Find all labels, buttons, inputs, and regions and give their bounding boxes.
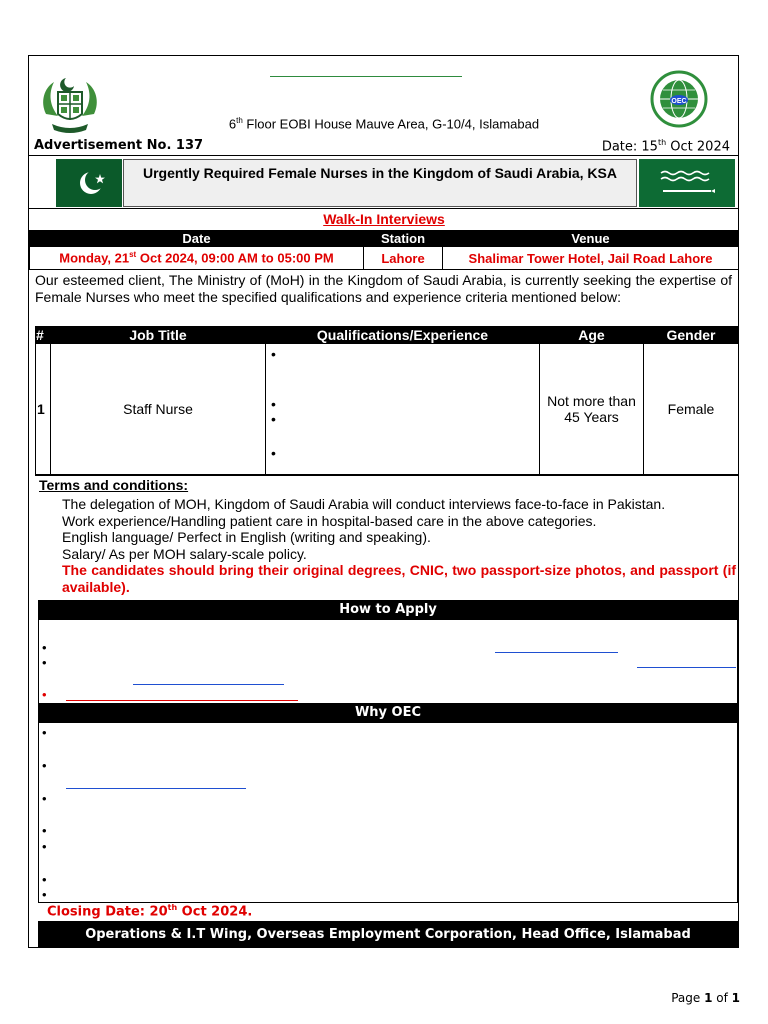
list-item: Work experience/Handling patient care in hospital-based care in the above categories.	[62, 512, 597, 529]
bullet-icon: •	[42, 758, 47, 773]
footer-bar: Operations & I.T Wing, Overseas Employment Corporation, Head Office, Islamabad	[38, 921, 738, 948]
col-venue: Venue	[443, 231, 739, 247]
bullet-icon: •	[42, 725, 47, 740]
oec-link[interactable]	[66, 788, 246, 789]
terms-title: Terms and conditions:	[39, 477, 189, 493]
col-date: Date	[30, 231, 364, 247]
apply-link[interactable]	[66, 700, 298, 701]
advertisement-date: Date: 15th Oct 2024	[601, 138, 730, 155]
row-num: 1	[36, 344, 51, 475]
terms-list	[62, 496, 736, 595]
bullet-icon: •	[42, 640, 47, 655]
list-item: English language/ Perfect in English (writing and speaking).	[62, 529, 431, 545]
how-to-apply-section	[38, 620, 738, 703]
advertisement-number: Advertisement No. 137	[34, 138, 204, 153]
page-number: Page 1 of 1	[671, 991, 740, 1005]
interview-date: Monday, 21st Oct 2024, 09:00 AM to 05:00 PM	[30, 247, 364, 270]
row-job-title: Staff Nurse	[51, 344, 266, 475]
why-oec-section	[38, 723, 738, 903]
apply-link[interactable]	[637, 667, 736, 668]
divider	[35, 475, 738, 476]
col-num: #	[36, 327, 51, 344]
bullet-icon: •	[42, 655, 47, 670]
svg-text:OEC: OEC	[671, 98, 687, 105]
interview-station: Lahore	[364, 247, 443, 270]
advertisement-title: Urgently Required Female Nurses in the Kingdom of Saudi Arabia, KSA	[123, 159, 637, 207]
bullet-icon: •	[42, 687, 47, 702]
apply-link[interactable]	[133, 684, 284, 685]
oec-logo-icon	[648, 70, 710, 128]
pakistan-flag-icon	[56, 159, 122, 207]
table-row	[36, 344, 739, 475]
apply-link[interactable]	[495, 652, 618, 653]
saudi-flag-icon	[639, 159, 735, 207]
divider	[29, 208, 738, 209]
why-oec-heading: Why OEC	[38, 703, 738, 723]
row-qualifications: • • • •	[266, 344, 540, 475]
important-note: The candidates should bring their original degrees, CNIC, two passport-size photos, and passport (if available).	[62, 562, 736, 595]
interview-venue: Shalimar Tower Hotel, Jail Road Lahore	[443, 247, 739, 270]
how-to-apply-heading: How to Apply	[38, 600, 738, 620]
jobs-table	[35, 326, 739, 475]
col-age: Age	[540, 327, 644, 344]
col-job-title: Job Title	[51, 327, 266, 344]
row-gender: Female	[644, 344, 739, 475]
col-gender: Gender	[644, 327, 739, 344]
walkin-heading: Walk-In Interviews	[323, 211, 445, 227]
col-qualifications: Qualifications/Experience	[266, 327, 540, 344]
header-rule	[270, 76, 462, 77]
list-item: The delegation of MOH, Kingdom of Saudi Arabia will conduct interviews face-to-face in Pakistan.	[62, 496, 666, 512]
office-address: 6th Floor EOBI House Mauve Area, G-10/4, Islamabad	[228, 116, 540, 132]
walkin-table	[29, 230, 739, 270]
bullet-icon: •	[42, 791, 47, 806]
divider	[29, 155, 738, 156]
row-age: Not more than 45 Years	[540, 344, 644, 475]
closing-date: Closing Date: 20th Oct 2024.	[47, 903, 253, 920]
bullet-icon: •	[42, 872, 47, 887]
bullet-icon: •	[42, 823, 47, 838]
intro-paragraph: Our esteemed client, The Ministry of (MoH) in the Kingdom of Saudi Arabia, is currently seeking the expertise of Female Nurses who meet the specified qualifications and experience criteria mentioned below:	[35, 272, 732, 305]
list-item: Salary/ As per MOH salary-scale policy.	[62, 545, 307, 562]
col-station: Station	[364, 231, 443, 247]
bullet-icon: •	[42, 839, 47, 854]
bullet-icon: •	[42, 887, 47, 902]
